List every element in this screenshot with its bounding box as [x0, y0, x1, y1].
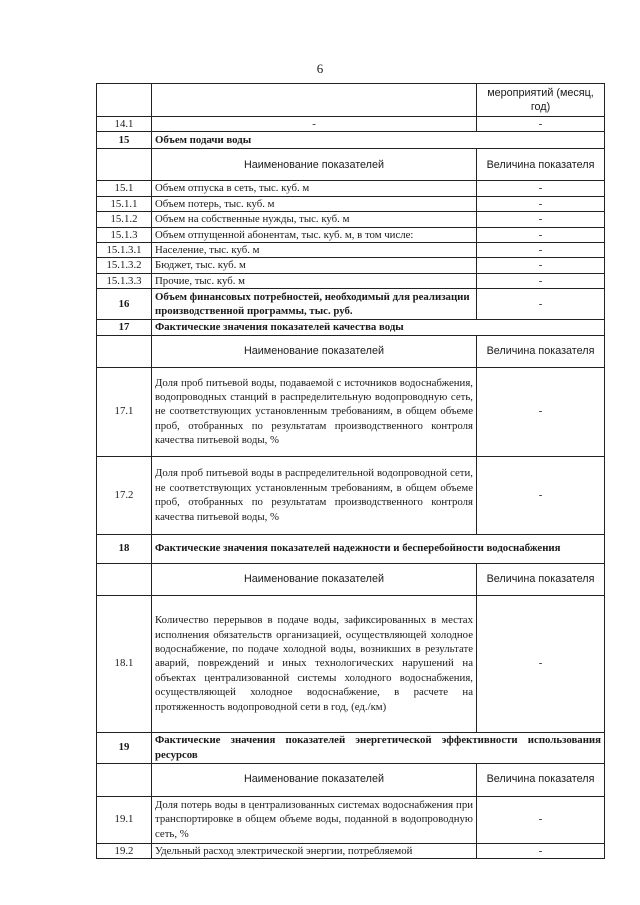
row-value: -	[477, 117, 605, 132]
section-number: 15	[97, 132, 152, 149]
empty-cell	[97, 563, 152, 595]
row-name: Прочие, тыс. куб. м	[152, 273, 477, 288]
table-row	[97, 212, 605, 227]
row-value: -	[477, 367, 605, 456]
section-row	[97, 534, 605, 563]
value-column-header: Величина показателя	[477, 335, 605, 367]
row-number: 17.2	[97, 456, 152, 534]
row-value: -	[477, 258, 605, 273]
name-column-header: Наименование показателей	[152, 335, 477, 367]
row-name: Бюджет, тыс. куб. м	[152, 258, 477, 273]
row-value: -	[477, 181, 605, 196]
section-row	[97, 320, 605, 335]
row-name: Объем потерь, тыс. куб. м	[152, 196, 477, 211]
value-column-header: Величина показателя	[477, 149, 605, 181]
table-row	[97, 243, 605, 258]
value-column-header: Величина показателя	[477, 563, 605, 595]
row-value: -	[477, 456, 605, 534]
section-title: Фактические значения показателей качества воды	[152, 320, 605, 335]
table-row	[97, 595, 605, 732]
empty-cell	[152, 84, 477, 117]
table-row	[97, 456, 605, 534]
row-name: Объем отпущенной абонентам, тыс. куб. м, в том числе:	[152, 227, 477, 242]
row-number: 15.1	[97, 181, 152, 196]
table-row	[97, 117, 605, 132]
table-row	[97, 367, 605, 456]
table-row	[97, 258, 605, 273]
section-row	[97, 132, 605, 149]
row-name: Доля проб питьевой воды в распределительной водопроводной сети, не соответствующих установленным требованиям, в общем объеме проб, отобранных по результатам производственного контроля качества питьевой воды, %	[152, 456, 477, 534]
row-number: 17.1	[97, 367, 152, 456]
row-name: Объем на собственные нужды, тыс. куб. м	[152, 212, 477, 227]
row-value: -	[477, 843, 605, 858]
row-number: 18.1	[97, 595, 152, 732]
section-number: 16	[97, 289, 152, 320]
row-number: 15.1.3	[97, 227, 152, 242]
page-number: 6	[316, 61, 324, 76]
section-number: 19	[97, 732, 152, 763]
name-column-header: Наименование показателей	[152, 563, 477, 595]
row-value: -	[477, 227, 605, 242]
header-row	[97, 563, 605, 595]
section-row	[97, 289, 605, 320]
row-number: 15.1.2	[97, 212, 152, 227]
name-column-header: Наименование показателей	[152, 149, 477, 181]
section-title: Объем подачи воды	[152, 132, 605, 149]
empty-cell	[97, 763, 152, 796]
table-row	[97, 181, 605, 196]
section-title: Объем финансовых потребностей, необходимый для реализации производственной программы, тыс. руб.	[152, 289, 477, 320]
name-column-header: Наименование показателей	[152, 763, 477, 796]
empty-cell	[97, 335, 152, 367]
row-name: -	[152, 117, 477, 132]
empty-cell	[97, 84, 152, 117]
table-row	[97, 843, 605, 858]
table-row	[97, 227, 605, 242]
row-number: 15.1.3.3	[97, 273, 152, 288]
header-row	[97, 149, 605, 181]
section-title: Фактические значения показателей надежности и бесперебойности водоснабжения	[152, 534, 605, 563]
header-row	[97, 763, 605, 796]
section-number: 18	[97, 534, 152, 563]
row-number: 14.1	[97, 117, 152, 132]
section-row	[97, 732, 605, 763]
row-name: Количество перерывов в подаче воды, зафиксированных в местах исполнения обязательств организацией, осуществляющей холодное водоснабжение, по подаче холодной воды, возникших в результате аварий, повреждений и иных технологических нарушений на объектах централизованной системы холодного водоснабжения, осуществляющей холодное водоснабжение, в расчете на протяженность водопроводной сети в год, (ед./км)	[152, 595, 477, 732]
row-name: Удельный расход электрической энергии, потребляемой	[152, 843, 477, 858]
row-value: -	[477, 196, 605, 211]
section-number: 17	[97, 320, 152, 335]
row-number: 15.1.3.1	[97, 243, 152, 258]
row-value: -	[477, 796, 605, 843]
row-number: 15.1.3.2	[97, 258, 152, 273]
value-column-header: Величина показателя	[477, 763, 605, 796]
row-number: 19.1	[97, 796, 152, 843]
row-number: 19.2	[97, 843, 152, 858]
value-column-header: мероприятий (месяц, год)	[477, 84, 605, 117]
row-value: -	[477, 273, 605, 288]
row-name: Доля проб питьевой воды, подаваемой с источников водоснабжения, водопроводных станций в распределительную водопроводную сеть, не соответствующих установленным требованиям, в общем объеме проб, отобранных по результатам производственного контроля качества питьевой воды, %	[152, 367, 477, 456]
table-row	[97, 796, 605, 843]
row-value: -	[477, 243, 605, 258]
empty-cell	[97, 149, 152, 181]
table-row	[97, 273, 605, 288]
row-value: -	[477, 289, 605, 320]
row-value: -	[477, 595, 605, 732]
section-title: Фактические значения показателей энергетической эффективности использования ресурсов	[152, 732, 605, 763]
header-row	[97, 335, 605, 367]
row-name: Население, тыс. куб. м	[152, 243, 477, 258]
row-name: Доля потерь воды в централизованных системах водоснабжения при транспортировке в общем объеме воды, поданной в водопроводную сеть, %	[152, 796, 477, 843]
table-row	[97, 84, 605, 117]
indicators-table	[96, 83, 605, 859]
row-name: Объем отпуска в сеть, тыс. куб. м	[152, 181, 477, 196]
table-row	[97, 196, 605, 211]
row-number: 15.1.1	[97, 196, 152, 211]
row-value: -	[477, 212, 605, 227]
